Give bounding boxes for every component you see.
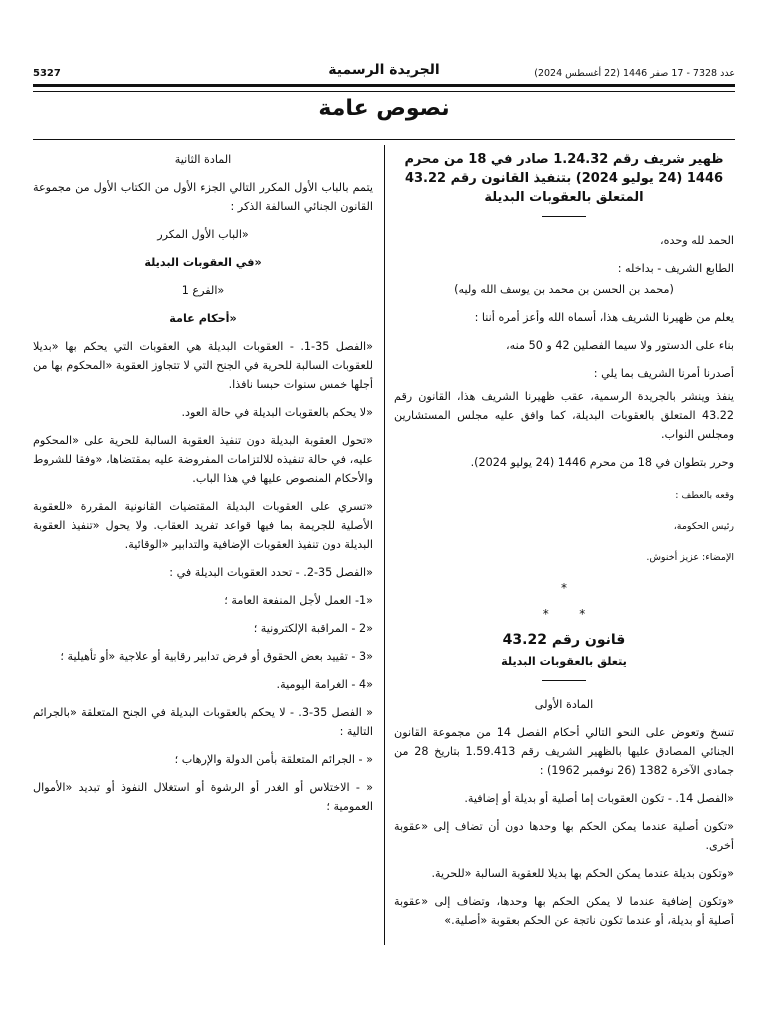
book-title: «الباب الأول المكرر (157, 228, 249, 241)
dahir-title: ظهير شريف رقم 1.24.32 صادر في 18 من محرم 1446 (24 يوليو 2024) بتنفيذ القانون رقم 43.22 المتعلق بالعقوبات البديلة (404, 152, 724, 205)
recidivism-text: «لا يحكم بالعقوبات البديلة في حالة العود. (181, 406, 373, 419)
law-subject: يتعلق بالعقوبات البديلة (501, 655, 627, 668)
based-on-line: بناء على الدستور ولا سيما الفصلين 42 و 50 منه، (506, 339, 734, 352)
excluded-crime-2: « - الاختلاس أو الغدر أو الرشوة أو استغلال النفوذ أو تبديد «الأموال العمومية ؛ (33, 781, 373, 813)
law-number: قانون رقم 43.22 (502, 632, 626, 648)
article-one-heading: المادة الأولى (534, 698, 594, 711)
excluded-crime-1: « - الجرائم المتعلقة بأمن الدولة والإرهاب ؛ (174, 753, 373, 766)
law-separator (542, 680, 586, 681)
seal-name: (محمد بن الحسن بن محمد بن يوسف الله وليه) (454, 283, 674, 296)
book-subject: «في العقوبات البديلة (144, 256, 262, 269)
star-ornament-top: * (561, 581, 567, 595)
article-two-heading: المادة الثانية (174, 153, 232, 166)
chapter-14-text: «الفصل 14. - تكون العقوبات إما أصلية أو بديلة أو إضافية. (464, 792, 734, 805)
execute-paragraph: ينفذ وينشر بالجريدة الرسمية، عقب ظهيرنا الشريف هذا، القانون رقم 43.22 المتعلق بالعقوبات البديلة، كما وافق عليه مجلس المستشارين ومجلس النواب. (394, 390, 734, 441)
done-at-line: وحرر بتطوان في 18 من محرم 1446 (24 يوليو 2024). (470, 456, 734, 469)
alternative-penalty-text: «وتكون بديلة عندما يمكن الحكم بها بديلا للعقوبة السالبة «للحرية. (431, 867, 734, 880)
page-number: 5327 (33, 68, 61, 79)
article-35-1-text: «الفصل 35-1. - العقوبات البديلة هي العقوبات التي يحكم بها «بديلا للعقوبات السالبة للحرية في الجنح التي لا تتجاوز العقوبة «المحكوم بها من أجلها خمس سنوات حبسا نافذا. (33, 340, 373, 391)
penalty-item-1: «1- العمل لأجل المنفعة العامة ؛ (224, 594, 373, 607)
applicable-provisions-text: «تسري على العقوبات البديلة المقتضيات القانونية المقررة «للعقوبة الأصلية للجريمة بما فيها قواعد تفريد العقاب. ولا يحول «تنفيذ العقوبة البديلة دون تنفيذ العقوبات الإضافية والتدابير «الوقائية. (33, 500, 373, 551)
branch-heading: «الفرع 1 (181, 284, 225, 297)
prevents-execution-text: «تحول العقوبة البديلة دون تنفيذ العقوبة السالبة للحرية على «المحكوم عليه، في حالة تنفيذه للالتزامات المفروضة عليه بمقتضاها، «وفقا للشروط والأحكام المنصوص عليها في هذا الباب. (33, 434, 373, 485)
original-penalty-text: «تكون أصلية عندما يمكن الحكم بها وحدها دون أن تضاف إلى «عقوبة أخرى. (394, 820, 734, 852)
head-of-government: رئيس الحكومة، (673, 521, 734, 532)
ordered-line: أصدرنا أمرنا الشريف بما يلي : (593, 367, 734, 380)
article-one-text: تنسخ وتعوض على النحو التالي أحكام الفصل 14 من مجموعة القانون الجنائي المصادق عليها بالظهير الشريف رقم 1.59.413 بتاريخ 28 من جمادى الآخرة 1382 (26 نوفمبر 1962) : (394, 726, 734, 777)
title-separator (542, 216, 586, 217)
issue-info: عدد 7328 - 17 صفر 1446 (22 أغسطس 2024) (534, 68, 735, 79)
left-column (33, 150, 373, 825)
signature-line: الإمضاء: عزيز أخنوش. (646, 552, 734, 563)
penalty-item-2: «2 - المراقبة الإلكترونية ؛ (253, 622, 373, 635)
announce-line: يعلم من ظهيرنا الشريف هذا، أسماه الله وأعز أمره أننا : (474, 311, 734, 324)
countersigned-label: وقعه بالعطف : (675, 490, 734, 501)
section-rule (33, 139, 735, 140)
article-35-2-text: «الفصل 35-2. - تحدد العقوبات البديلة في : (169, 566, 373, 579)
page-header (33, 62, 735, 84)
gazette-title: الجريدة الرسمية (328, 62, 440, 78)
right-column (394, 150, 734, 939)
seal-label: الطابع الشريف - بداخله : (617, 262, 734, 275)
praise-line: الحمد لله وحده، (660, 234, 734, 247)
header-rule (33, 84, 735, 92)
article-two-text: يتمم بالباب الأول المكرر التالي الجزء الأول من الكتاب الأول من مجموعة القانون الجنائي السالفة الذكر : (33, 181, 373, 213)
article-35-3-text: « الفصل 35-3. - لا يحكم بالعقوبات البديلة في الجنح المتعلقة «بالجرائم التالية : (33, 706, 373, 738)
column-divider (384, 145, 385, 945)
star-ornament-bottom: * * (542, 607, 586, 621)
penalty-item-3: «3 - تقييد بعض الحقوق أو فرض تدابير رقابية أو علاجية «أو تأهيلية ؛ (60, 650, 373, 663)
additional-penalty-text: «وتكون إضافية عندما لا يمكن الحكم بها وحدها، وتضاف إلى «عقوبة أصلية أو بديلة، أو عندما تكون ناتجة عن الحكم بعقوبة «أصلية.» (394, 895, 734, 927)
general-provisions-heading: «أحكام عامة (169, 312, 237, 325)
section-title: نصوص عامة (318, 96, 450, 121)
penalty-item-4: «4 - الغرامة اليومية. (276, 678, 373, 691)
